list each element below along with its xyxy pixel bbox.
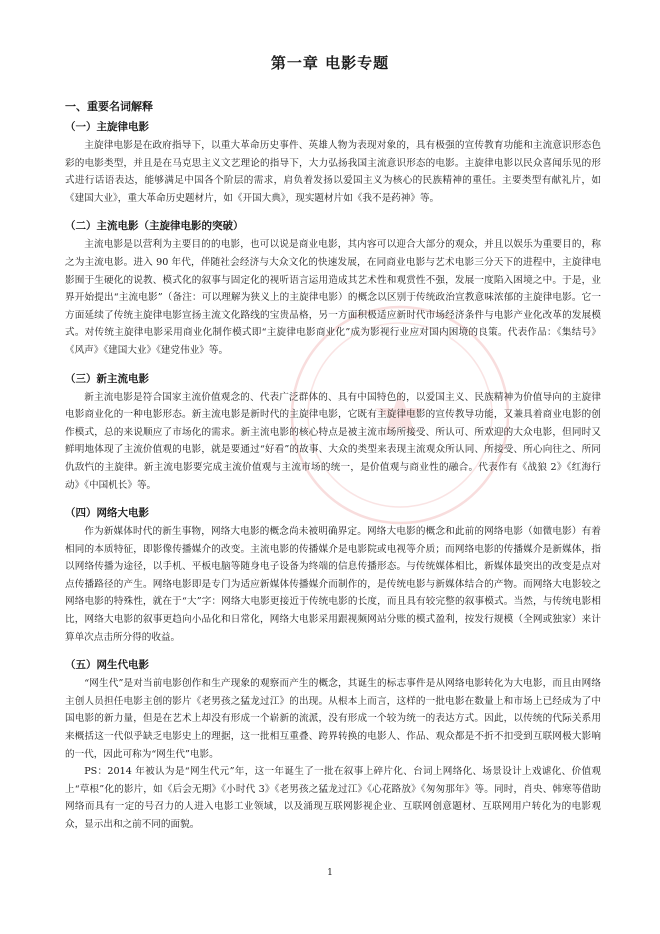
entry-paragraph-note: PS：2014 年被认为是“网生代元”年，这一年诞生了一批在叙事上碎片化、台词上网络化、场景设计上戏谑化、价值观上“草根”化的影片，如《后会无期》《小时代 3》《老男孩之猛龙过江》《心花路放》《匆匆那年》等。同时，肖央、韩寒等借助网络而具有一定的号召力的人进入电影工业领域，以及涌现互联网影视企业、互联网创意题材、互联网用户转化为的电影观众，显示出和之前不同的面貌。 [65,766,601,830]
entry-paragraph: 主旋律电影是在政府指导下，以重大革命历史事件、英雄人物为表现对象的，具有极强的宣传教育功能和主流意识形态色彩的电影类型，并且是在马克思主义文艺理论的指导下，大力弘扬我国主流意识形态的电影。主旋律电影以民众喜闻乐见的形式进行话语表达，能够满足中国各个阶层的需求，肩负着发扬以爱国主义为核心的民族精神的重任。主要类型有献礼片，如《建国大业》，重大革命历史题材片，如《开国大典》，现实题材片如《我不是药神》等。 [65,140,601,204]
entry-heading: （三）新主流电影 [65,372,149,385]
entry-heading: （四）网络大电影 [65,507,149,520]
entry-paragraph: 新主流电影是符合国家主流价值观念的、代表广泛群体的、具有中国特色的，以爱国主义、民族精神为价值导向的主旋律电影商业化的一种电影形态。新主流电影是新时代的主旋律电影，它既有主旋律电影的宣传教导功能，又兼具着商业电影的创作模式，总的来说顺应了市场化的需求。新主流电影的核心特点是被主流市场所接受、所认可、所欢迎的大众电影，但同时又鲜明地体现了主流价值观的电影，就是要通过“好看”的故事、大众的类型来表现主流观众所认同、所接受、所心向往之、所同仇敌忾的主旋律。新主流电影要完成主流价值观与主流市场的统一，是价值观与商业性的融合。代表作有《战狼 2》《红海行动》《中国机长》等。 [65,391,601,491]
entry-online-big-film [65,505,601,646]
document-body [65,98,601,834]
entry-new-mainstream-film [65,371,601,495]
page-number: 1 [327,868,333,878]
entry-mainstream-melody [65,119,601,207]
entry-paragraph: “网生代”是对当前电影创作和生产现象的观察而产生的概念，其诞生的标志事件是从网络电影转化为大电影，而且由网络主创人员担任电影主创的影片《老男孩之猛龙过江》的出现。从根本上而言，这样的一批电影在数量上和市场上已经成为了中国电影的新力量，但是在艺术上却没有形成一个崭新的流派，没有形成一个较为统一的表达方式。因此，以传统的代际关系用来概括这一代似乎缺乏电影史上的理据，这一批相互重叠、跨界转换的电影人、作品、观众都是不折不扣受到互联网极大影响的一代，因此可称为“网生代”电影。 [65,678,601,760]
section-heading: 一、重要名词解释 [65,100,153,113]
entry-paragraph: 作为新媒体时代的新生事物，网络大电影的概念尚未被明确界定。网络大电影的概念和此前的网络电影（如微电影）有着相同的本质特征，即影像传播媒介的改变。主流电影的传播媒介是电影院或电视等介质；而网络电影的传播媒介是新媒体，指以网络传播为途径，以手机、平板电脑等随身电子设备为终端的信息传播形态。与传统媒体相比，新媒体最突出的改变是点对点传播路径的产生。网络电影即是专门为适应新媒体传播媒介而制作的，是传统电影与新媒体结合的产物。而网络大电影较之网络电影的特殊性，就在于“大”字：网络大电影更接近于传统电影的长度，而且具有较完整的叙事模式。当然，与传统电影相比，网络大电影的叙事更趋向小品化和日常化，网络大电影采用跟视频网站分账的模式盈利，按发行规模（全网或独家）来计算单次点击所分得的收益。 [65,526,601,643]
chapter-title: 第一章 电影专题 [270,54,390,72]
entry-heading: （二）主流电影（主旋律电影的突破） [65,220,244,233]
entry-net-generation-film [65,657,601,833]
entry-paragraph: 主流电影是以营利为主要目的的电影，也可以说是商业电影，其内容可以迎合大部分的观众，并且以娱乐为重要目的，称之为主流电影。进入 90 年代，伴随社会经济与大众文化的快速发展，在同商业电影与艺术电影三分天下的进程中，主旋律电影囿于生硬化的说教、模式化的叙事与固定化的视听语言运用造成其艺术性和观赏性不强，发展一度陷入困境之中。于是，业界开始提出“主流电影”（备注：可以理解为狭义上的主旋律电影）的概念以区别于传统政治宣教意味浓郁的主旋律电影。它一方面延续了传统主旋律电影宣扬主流文化路线的宝贵品格，另一方面积极适应新时代市场经济条件与电影产业化改革的发展模式。对传统主旋律电影采用商业化制作模式即“主旋律电影商业化”成为影视行业应对国内困境的良策。代表作品：《集结号》《风声》《建国大业》《建党伟业》等。 [65,239,601,356]
entry-mainstream-film [65,218,601,359]
entry-heading: （一）主旋律电影 [65,121,149,133]
entry-heading: （五）网生代电影 [65,659,149,672]
